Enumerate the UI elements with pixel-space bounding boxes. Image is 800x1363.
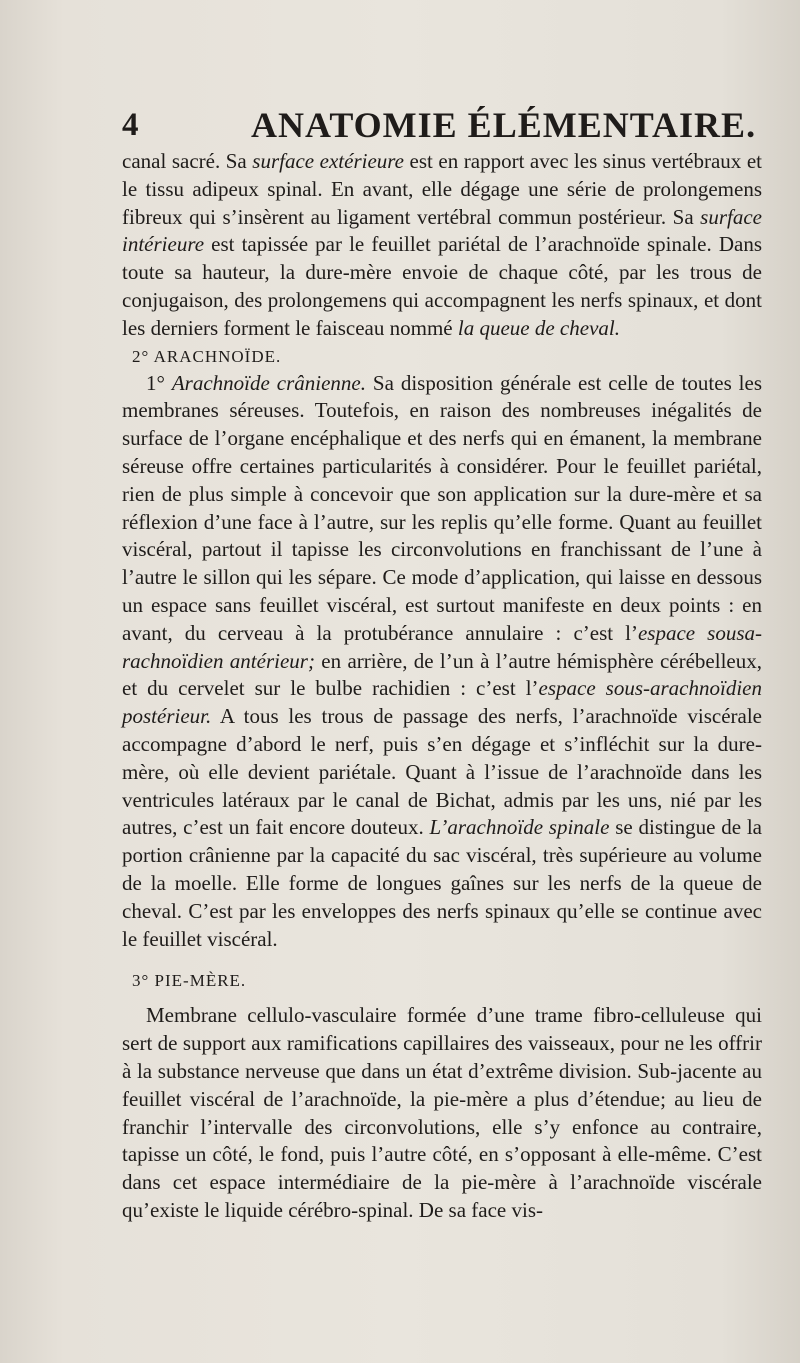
italic-term: Arachnoïde crânienne.: [171, 370, 366, 395]
italic-term: espace sousa-rachnoïdien antérieur;: [122, 620, 762, 673]
paragraph-pie-mere: Membrane cellulo-vasculaire formée d’une trame fibro-celluleuse qui sert de support aux ramifications capillaires des vaisseaux, pour ne les offrir à la substance nerveuse que dans un état d’extrême division. Sub-jacente au feuillet viscéral de l’arachnoïde, la pie-mère a plus d’étendue; au lieu de franchir l’intervalle des circonvolutions, elle s’y enfonce au contraire, tapisse un côté, le fond, puis l’autre côté, en s’opposant à elle-même. C’est dans cet espace intermédiaire de la pie-mère à l’arachnoïde viscérale qu’existe le liquide cérébro-spinal. De sa face vis-: [122, 1003, 762, 1222]
section-heading-pie-mere: 3° PIE-MÈRE.: [132, 971, 247, 991]
running-title: ANATOMIE ÉLÉMENTAIRE.: [251, 105, 757, 145]
paragraph-arachnoide: [122, 370, 762, 954]
body-text: [122, 148, 762, 1225]
italic-term: surface extérieure: [252, 149, 404, 173]
text-segment: en arrière, de l’un à l’autre hémisphère cérébelleux, et du cervelet sur le bulbe rachidien : c’est l’: [122, 648, 762, 701]
text-segment: Sa disposition générale est celle de toutes les membranes séreuses. Toutefois, en raison des nombreuses inégalités de surface de l’organe encéphalique et des nerfs qui en émanent, la membrane séreuse offre certaines particularités à considérer. Pour le feuillet pariétal, rien de plus simple à concevoir que son application sur la dure-mère et sa réflexion d’une face à l’autre, sur les replis qu’elle forme. Quant au feuillet viscéral, partout il tapisse les circonvolutions en franchissant de l’une à l’autre le sillon qui les sépare. Ce mode d’application, qui laisse en dessous un espace sans feuillet viscéral, est surtout manifeste en deux points : en avant, du cerveau à la protubérance annulaire : c’est l’: [122, 370, 762, 645]
text-segment: canal sacré. Sa: [122, 149, 253, 173]
italic-term: L’arachnoïde spinale: [429, 815, 610, 840]
text-segment: A tous les trous de passage des nerfs, l’arachnoïde viscérale accompagne d’abord le nerf, puis s’en dégage et s’infléchit sur la dure-mère, où elle devient pariétale. Quant à l’issue de l’arachnoïde dans les ventricules latéraux par le canal de Bichat, admis par les uns, nié par les autres, c’est un fait encore douteux.: [122, 704, 762, 840]
text-segment: 1°: [146, 370, 172, 395]
text-segment: est tapissée par le feuillet pariétal de l’arachnoïde spinale. Dans toute sa hauteur, la dure-mère envoie de chaque côté, par les trous de conjugaison, des prolongemens qui accompagnent les nerfs spinaux, et dont les derniers forment le faisceau nommé: [122, 232, 762, 340]
page-header: [122, 103, 757, 147]
section-heading-arachnoide: 2° ARACHNOÏDE.: [132, 346, 282, 366]
italic-term: la queue de cheval.: [457, 315, 620, 340]
paragraph-dure-mere-continued: [122, 148, 762, 343]
italic-term: espace sous-arachnoïdien postérieur.: [122, 676, 762, 729]
text-segment: est en rapport avec les sinus vertébraux et le tissu adipeux spinal. En avant, elle dégage une série de prolongemens fibreux qui s’insèrent au ligament vertébral commun postérieur. Sa: [122, 149, 762, 229]
text-segment: se distingue de la portion crânienne par la capacité du sac viscéral, très supérieure au volume de la moelle. Elle forme de longues gaînes sur les nerfs de la queue de cheval. C’est par les enveloppes des nerfs spinaux qu’elle se continue avec le feuillet viscéral.: [122, 815, 762, 951]
page-number: 4: [122, 107, 139, 143]
italic-term: surface intérieure: [122, 204, 762, 257]
